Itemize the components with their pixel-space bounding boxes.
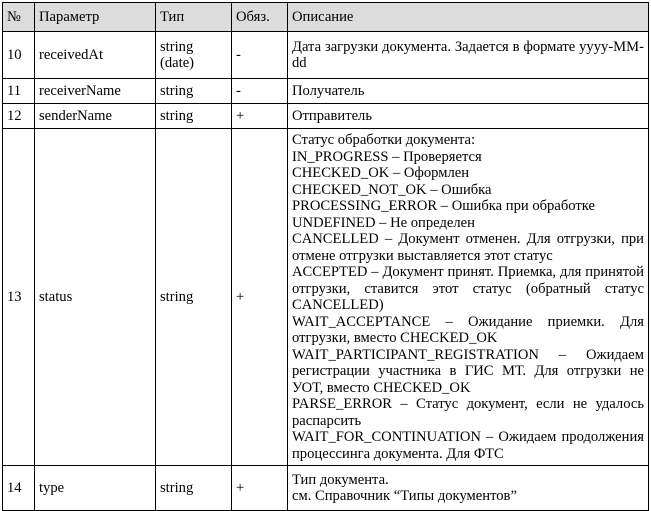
header-param: Параметр [35, 3, 156, 32]
header-required: Обяз. [232, 3, 288, 32]
row-type: string [156, 104, 232, 129]
status-intro: Статус обработки документа: [292, 132, 476, 148]
row-type: string [156, 129, 232, 466]
row-description [288, 129, 649, 466]
table-row [3, 79, 649, 104]
row-param: status [35, 129, 156, 466]
row-description: Получатель [288, 79, 649, 104]
row-param: receivedAt [35, 32, 156, 79]
row-description [288, 32, 649, 79]
row-param: receiverName [35, 79, 156, 104]
header-row [3, 3, 649, 32]
row-description: Отправитель [288, 104, 649, 129]
table-row [3, 466, 649, 511]
document-page [2, 2, 649, 504]
header-num: № [3, 3, 35, 32]
status-wait-acceptance: WAIT_ACCEPTANCE – Ожидание приемки. Для отгрузки, вместо CHECKED_OK [292, 313, 644, 346]
type-reference: см. Справочник “Типы документов” [292, 488, 517, 504]
type-intro: Тип документа. [292, 471, 389, 488]
status-accepted: ACCEPTED – Документ принят. Приемка, для принятой отгрузки, ставится этот статус (обратный статус CANCELLED) [292, 264, 644, 313]
row-param: type [35, 466, 156, 511]
status-processing-error: PROCESSING_ERROR – Ошибка при обработке [292, 198, 595, 214]
row-type: string [156, 466, 232, 511]
header-description: Описание [288, 3, 649, 32]
row-num: 14 [3, 466, 35, 511]
status-checked-not-ok: CHECKED_NOT_OK – Ошибка [292, 181, 492, 198]
row-num: 13 [3, 129, 35, 466]
table-row [3, 104, 649, 129]
row-required: - [232, 32, 288, 79]
header-type: Тип [156, 3, 232, 32]
status-cancelled: CANCELLED – Документ отменен. Для отгрузки, при отмене отгрузки выставляется этот статус [292, 231, 644, 264]
table-row [3, 129, 649, 466]
row-required: + [232, 104, 288, 129]
parameters-table [2, 2, 649, 511]
row-required: - [232, 79, 288, 104]
row-type: string (date) [156, 32, 232, 79]
row-num: 12 [3, 104, 35, 129]
row-param: senderName [35, 104, 156, 129]
status-in-progress: IN_PROGRESS – Проверяется [292, 148, 482, 165]
table-row [3, 32, 649, 79]
status-checked-ok: CHECKED_OK – Оформлен [292, 165, 470, 181]
status-wait-for-continuation: WAIT_FOR_CONTINUATION – Ожидаем продолжения процессинга документа. Для ФТС [292, 429, 644, 462]
row-num: 11 [3, 79, 35, 104]
row-num: 10 [3, 32, 35, 79]
row-description [288, 466, 649, 511]
status-parse-error: PARSE_ERROR – Статус документ, если не удалось распарсить [292, 396, 644, 429]
row-required: + [232, 466, 288, 511]
status-undefined: UNDEFINED – Не определен [292, 214, 475, 231]
row-required: + [232, 129, 288, 466]
row-type: string [156, 79, 232, 104]
table-header [3, 3, 649, 32]
description-text: Дата загрузки документа. Задается в формате yyyy-MM-dd [292, 38, 644, 71]
status-wait-participant-registration: WAIT_PARTICIPANT_REGISTRATION – Ожидаем регистрации участника в ГИС МТ. Для отгрузки не УОТ, вместо CHECKED_OK [292, 346, 644, 396]
